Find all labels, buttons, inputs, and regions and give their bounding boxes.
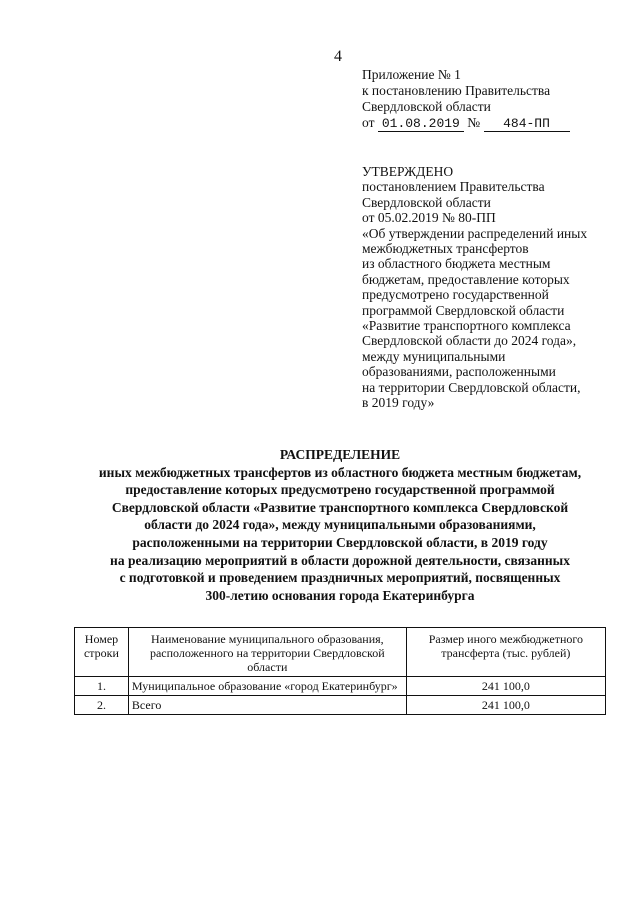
allocation-table	[74, 627, 606, 715]
approval-line: «Об утверждении распределений иных	[362, 225, 588, 241]
approval-line: программой Свердловской области	[362, 302, 565, 318]
municipality-name: Муниципальное образование «город Екатеринбург»	[128, 677, 406, 696]
heading-line: расположенными на территории Свердловской области, в 2019 году	[132, 534, 548, 550]
row-number: 2.	[75, 696, 129, 715]
row-number: 1.	[75, 677, 129, 696]
appendix-number: 484-ПП	[484, 117, 570, 132]
appendix-line-2: к постановлению Правительства	[362, 83, 551, 98]
approval-line: бюджетам, предоставление которых	[362, 271, 570, 287]
heading-line: предоставление которых предусмотрено государственной программой	[125, 482, 555, 498]
approval-line: межбюджетных трансфертов	[362, 241, 529, 257]
heading-line: Свердловской области «Развитие транспортного комплекса Свердловской	[111, 499, 569, 515]
approval-line: в 2019 году»	[362, 395, 435, 411]
appendix-from-prefix: от	[362, 115, 375, 130]
municipality-name: Всего	[128, 696, 406, 715]
approval-line: Свердловской области до 2024 года»,	[362, 333, 577, 349]
transfer-amount: 241 100,0	[406, 696, 605, 715]
heading-line: с подготовкой и проведением праздничных мероприятий, посвященных	[119, 570, 561, 586]
table-row	[75, 696, 606, 715]
appendix-title: Приложение № 1	[362, 67, 461, 82]
appendix-block	[362, 67, 570, 132]
appendix-date: 01.08.2019	[378, 117, 464, 132]
table-header-row	[75, 628, 606, 677]
approval-line: между муниципальными	[362, 348, 506, 364]
table-row	[75, 677, 606, 696]
approval-block	[362, 164, 587, 411]
appendix-date-line	[362, 115, 570, 132]
approval-line: из областного бюджета местным	[362, 256, 551, 272]
appendix-number-prefix: №	[467, 115, 481, 130]
approval-line: постановлением Правительства	[362, 179, 545, 195]
approval-line: «Развитие транспортного комплекса	[362, 318, 571, 334]
header-transfer-amount: Размер иного межбюджетного трансферта (тыс. рублей)	[406, 628, 605, 677]
approval-line: от 05.02.2019 № 80-ПП	[362, 210, 496, 226]
header-row-number: Номер строки	[75, 628, 129, 677]
approval-line: Свердловской области	[362, 194, 491, 210]
transfer-amount: 241 100,0	[406, 677, 605, 696]
header-municipality-name: Наименование муниципального образования, расположенного на территории Свердловской области	[128, 628, 406, 677]
heading-title: РАСПРЕДЕЛЕНИЕ	[279, 447, 401, 462]
heading-line: области до 2024 года», между муниципальными образованиями,	[144, 517, 536, 533]
heading-line: иных межбюджетных трансфертов из областного бюджета местным бюджетам,	[98, 464, 582, 480]
heading-line: 300-летию основания города Екатеринбурга	[205, 587, 475, 603]
approval-line: предусмотрено государственной	[362, 287, 549, 303]
approval-line: образованиями, расположенными	[362, 364, 556, 380]
approval-title: УТВЕРЖДЕНО	[362, 164, 454, 179]
page-number: 4	[334, 48, 342, 65]
document-heading	[40, 446, 640, 604]
appendix-line-3: Свердловской области	[362, 99, 491, 114]
heading-line: на реализацию мероприятий в области дорожной деятельности, связанных	[110, 552, 570, 568]
approval-line: на территории Свердловской области,	[362, 379, 581, 395]
